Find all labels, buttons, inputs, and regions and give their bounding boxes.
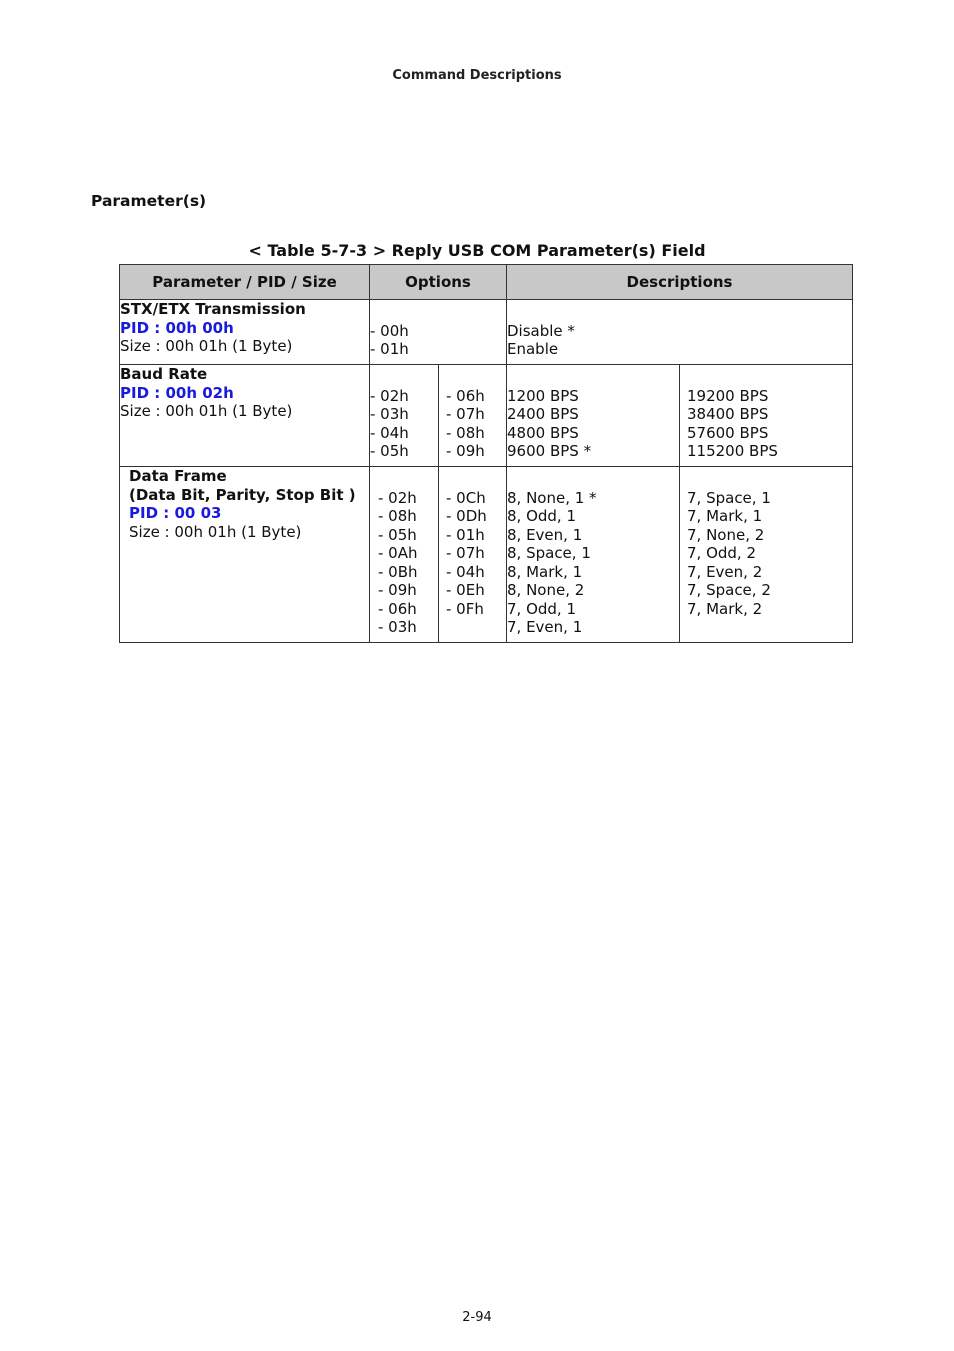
option-value: - 01h: [370, 340, 409, 358]
option-value: - 01h: [446, 525, 485, 544]
options-cell: [439, 467, 507, 643]
description-value: 7, Even, 2: [687, 562, 763, 581]
option-value: - 06h: [378, 599, 417, 618]
header-descriptions: Descriptions: [507, 265, 853, 300]
option-value: - 08h: [446, 423, 485, 442]
descriptions-cell: [507, 365, 680, 467]
page-header: Command Descriptions: [392, 68, 562, 83]
description-value: 115200 BPS: [687, 442, 778, 460]
parameter-cell: [120, 300, 370, 365]
description-value: 8, Odd, 1: [507, 507, 577, 525]
parameter-cell: [120, 467, 370, 643]
parameter-cell: [120, 365, 370, 467]
option-value: - 05h: [378, 525, 417, 544]
descriptions-cell: [507, 467, 680, 643]
option-value: - 0Dh: [446, 507, 487, 525]
descriptions-cell: [507, 300, 853, 365]
option-value: - 0Ch: [446, 488, 486, 507]
header-options: Options: [370, 265, 507, 300]
description-value: 8, None, 1 *: [507, 488, 597, 507]
description-value: 1200 BPS: [507, 386, 579, 405]
table-header-row: [120, 265, 853, 300]
descriptions-cell: [680, 365, 853, 467]
description-value: 7, Space, 1: [687, 488, 771, 507]
option-value: - 06h: [446, 386, 485, 405]
header-parameter: Parameter / PID / Size: [120, 265, 370, 300]
table-row: [120, 467, 853, 643]
description-value: 8, Even, 1: [507, 525, 583, 544]
option-value: - 0Ah: [378, 544, 418, 562]
description-value: 2400 BPS: [507, 405, 579, 423]
description-value: 38400 BPS: [687, 405, 769, 423]
table-row: [120, 300, 853, 365]
description-value: 7, Space, 2: [687, 581, 771, 599]
option-value: - 05h: [370, 442, 409, 460]
description-value: 7, Even, 1: [507, 618, 583, 636]
option-value: - 07h: [446, 544, 485, 562]
page-number: 2-94: [462, 1310, 492, 1325]
parameter-size: Size : 00h 01h (1 Byte): [120, 337, 293, 355]
option-value: - 0Fh: [446, 599, 484, 618]
parameter-pid: PID : 00h 00h: [120, 318, 234, 337]
option-value: - 04h: [446, 562, 485, 581]
option-value: - 08h: [378, 507, 417, 525]
description-value: Enable: [507, 340, 559, 358]
options-cell: [439, 365, 507, 467]
table-caption: < Table 5-7-3 > Reply USB COM Parameter(s) Field: [248, 241, 706, 260]
parameter-name: Data Frame: [129, 467, 227, 485]
parameter-pid: PID : 00h 02h: [120, 383, 234, 402]
description-value: 4800 BPS: [507, 423, 579, 442]
option-value: - 02h: [378, 488, 417, 507]
description-value: 7, Mark, 2: [687, 599, 763, 618]
options-cell: [370, 365, 439, 467]
description-value: 7, Odd, 2: [687, 544, 757, 562]
description-value: 57600 BPS: [687, 423, 769, 442]
option-value: - 0Bh: [378, 562, 418, 581]
descriptions-cell: [680, 467, 853, 643]
parameter-size: Size : 00h 01h (1 Byte): [129, 522, 302, 541]
description-value: 7, Mark, 1: [687, 507, 763, 525]
description-value: 8, None, 2: [507, 581, 585, 599]
description-value: Disable *: [507, 321, 575, 340]
options-cell: [370, 467, 439, 643]
description-value: 8, Mark, 1: [507, 562, 583, 581]
option-value: - 03h: [378, 618, 417, 636]
option-value: - 07h: [446, 405, 485, 423]
parameter-table: [119, 264, 853, 643]
option-value: - 04h: [370, 423, 409, 442]
parameter-pid: PID : 00 03: [129, 504, 222, 522]
option-value: - 09h: [378, 581, 417, 599]
section-title: Parameter(s): [91, 192, 207, 210]
parameter-subtitle: (Data Bit, Parity, Stop Bit ): [129, 485, 356, 504]
option-value: - 00h: [370, 321, 409, 340]
description-value: 9600 BPS *: [507, 442, 592, 460]
description-value: 7, Odd, 1: [507, 599, 577, 618]
option-value: - 09h: [446, 442, 485, 460]
description-value: 7, None, 2: [687, 525, 765, 544]
description-value: 19200 BPS: [687, 386, 769, 405]
description-value: 8, Space, 1: [507, 544, 591, 562]
parameter-name: Baud Rate: [120, 365, 208, 383]
option-value: - 02h: [370, 386, 409, 405]
parameter-size: Size : 00h 01h (1 Byte): [120, 402, 293, 420]
options-cell: [370, 300, 507, 365]
parameter-name: STX/ETX Transmission: [120, 300, 306, 318]
option-value: - 0Eh: [446, 581, 485, 599]
table-row: [120, 365, 853, 467]
option-value: - 03h: [370, 405, 409, 423]
